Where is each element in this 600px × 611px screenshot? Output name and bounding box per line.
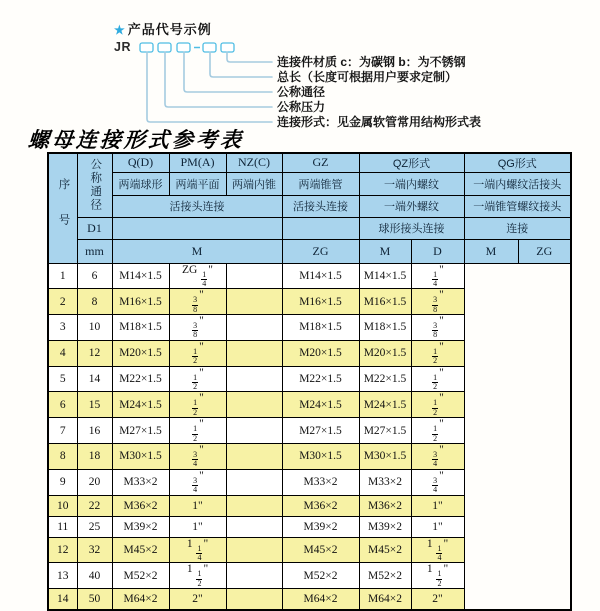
cell-qg-m: M18×1.5: [359, 315, 411, 341]
table-row: [48, 495, 571, 516]
code-label-length: 总长（长度可根据用户要求定制）: [277, 70, 458, 84]
cell-joint-m: M30×1.5: [112, 443, 169, 469]
header-qg-connection: 连接: [464, 217, 571, 239]
cell-qg-zg: 1": [411, 516, 464, 537]
diagram-heading-text: 产品代号示例: [127, 22, 212, 37]
header-qz-desc1: 一端内螺纹: [359, 172, 464, 195]
cell-qg-zg: 1": [411, 495, 464, 516]
diagram-heading: [114, 19, 212, 38]
cell-seq: 13: [48, 563, 77, 589]
cell-qz-d: M24×1.5: [282, 392, 359, 418]
fraction: $\frac{3}{4}$: [433, 475, 438, 495]
cell-qz-d: M64×2: [282, 589, 359, 610]
cell-joint-m: M45×2: [112, 537, 169, 563]
cell-seq: 14: [48, 589, 77, 610]
cell-qg-zg: $\frac{3}{4}$ ": [411, 443, 464, 469]
cell-qz-d: M16×1.5: [282, 289, 359, 315]
cell-gz-zg: $\frac{1}{2}$ ": [169, 392, 226, 418]
cell-qg-zg: 2": [411, 589, 464, 610]
cell-dn-mm: 18: [77, 443, 112, 469]
cell-qg-zg: $\frac{3}{8}$ ": [411, 315, 464, 341]
cell-seq: 11: [48, 516, 77, 537]
header-col-qg: QG形式: [464, 153, 571, 172]
cell-seq: 3: [48, 315, 77, 341]
cell-qg-m: M16×1.5: [359, 289, 411, 315]
cell-qg-zg: $\frac{1}{4}$ ": [411, 263, 464, 289]
cell-dn-mm: 32: [77, 537, 112, 563]
connector-line-material: [227, 52, 272, 62]
cell-qz-d: M45×2: [282, 537, 359, 563]
cell-seq: 4: [48, 340, 77, 366]
cell-gz-zg: ZG $\frac{1}{4}$ ": [169, 263, 226, 289]
cell-joint-m: M27×1.5: [112, 418, 169, 444]
code-box-3: [177, 43, 190, 52]
code-box-2: [158, 43, 171, 52]
code-box-5: [221, 43, 234, 52]
cell-joint-m: M18×1.5: [112, 315, 169, 341]
table-body: [48, 263, 571, 610]
header-row-2: [48, 172, 571, 195]
fraction: $\frac{1}{4}$: [202, 269, 207, 288]
fraction: $\frac{1}{2}$: [197, 569, 202, 588]
header-row-5: [48, 239, 571, 263]
table-row: [48, 516, 571, 537]
cell-joint-m: M33×2: [112, 469, 169, 495]
table-row: [48, 289, 571, 315]
fraction: $\frac{1}{2}$: [433, 372, 438, 392]
cell-dn-mm: 14: [77, 366, 112, 392]
header-gz-connection: 活接头连接: [282, 195, 359, 217]
cell-seq: 8: [48, 443, 77, 469]
fraction: $\frac{1}{2}$: [193, 398, 198, 417]
fraction: $\frac{1}{2}$: [433, 346, 438, 366]
fraction: $\frac{1}{2}$: [193, 346, 198, 366]
cell-qg-zg: $\frac{3}{4}$ ": [411, 469, 464, 495]
header-qg-desc1: 一端内螺纹活接头: [464, 172, 571, 195]
cell-gz-zg: 2": [169, 589, 226, 610]
cell-qz-d: M33×2: [282, 469, 359, 495]
cell-qz-m: [226, 537, 282, 563]
table-row: [48, 392, 571, 418]
cell-qz-m: [226, 469, 282, 495]
code-box-4: [203, 43, 216, 52]
cell-joint-m: M39×2: [112, 516, 169, 537]
cell-seq: 9: [48, 469, 77, 495]
cell-seq: 2: [48, 289, 77, 315]
header-qg-zg: ZG: [518, 239, 571, 263]
cell-gz-zg: $\frac{1}{2}$ ": [169, 366, 226, 392]
cell-qg-m: M14×1.5: [359, 263, 411, 289]
cell-gz-zg: $\frac{3}{4}$ ": [169, 443, 226, 469]
table-row: [48, 589, 571, 610]
cell-qg-zg: $\frac{1}{2}$ ": [411, 418, 464, 444]
cell-gz-zg: 1 $\frac{1}{4}$ ": [169, 537, 226, 563]
cell-seq: 7: [48, 418, 77, 444]
table-header: [48, 153, 571, 263]
cell-qg-m: M33×2: [359, 469, 411, 495]
fraction: $\frac{1}{2}$: [433, 398, 438, 417]
cell-dn-mm: 15: [77, 392, 112, 418]
fraction: $\frac{1}{2}$: [437, 569, 442, 588]
cell-qz-m: [226, 366, 282, 392]
cell-dn-mm: 25: [77, 516, 112, 537]
cell-qg-m: M36×2: [359, 495, 411, 516]
code-box-1: [140, 43, 153, 52]
cell-gz-zg: $\frac{3}{8}$ ": [169, 289, 226, 315]
table-row: [48, 469, 571, 495]
cell-dn-mm: 40: [77, 563, 112, 589]
cell-joint-m: M14×1.5: [112, 263, 169, 289]
cell-qg-zg: 1 $\frac{1}{2}$ ": [411, 563, 464, 589]
cell-qz-m: [226, 589, 282, 610]
table-row: [48, 537, 571, 563]
cell-qz-m: [226, 516, 282, 537]
cell-seq: 1: [48, 263, 77, 289]
fraction: $\frac{1}{4}$: [433, 269, 438, 288]
header-col-nz: NZ(C): [226, 153, 282, 172]
cell-dn-mm: 6: [77, 263, 112, 289]
cell-gz-zg: $\frac{3}{8}$ ": [169, 315, 226, 341]
cell-qg-m: M30×1.5: [359, 443, 411, 469]
cell-seq: 6: [48, 392, 77, 418]
fraction: $\frac{3}{8}$: [433, 295, 438, 314]
fraction: $\frac{1}{2}$: [193, 424, 198, 443]
cell-qg-zg: $\frac{3}{8}$ ": [411, 289, 464, 315]
header-seq: 序号: [48, 153, 77, 263]
fraction: $\frac{3}{4}$: [433, 449, 438, 469]
cell-qz-d: M36×2: [282, 495, 359, 516]
code-label-diameter: 公称通径: [277, 85, 326, 99]
product-code-diagram: [0, 0, 600, 135]
connector-line-diameter: [184, 52, 272, 92]
star-icon: ★: [114, 23, 126, 37]
header-qz-m: M: [359, 239, 411, 263]
header-qz-d: D: [411, 239, 464, 263]
header-d1: D1: [77, 217, 112, 239]
cell-gz-zg: $\frac{1}{2}$ ": [169, 340, 226, 366]
header-joint-connection: 活接头连接: [112, 195, 282, 217]
cell-gz-zg: 1": [169, 516, 226, 537]
cell-qz-m: [226, 340, 282, 366]
fraction: $\frac{1}{4}$: [197, 543, 202, 562]
cell-gz-zg: $\frac{1}{2}$ ": [169, 418, 226, 444]
header-m: M: [112, 239, 282, 263]
cell-qg-m: M64×2: [359, 589, 411, 610]
table-row: [48, 418, 571, 444]
table-row: [48, 263, 571, 289]
connector-line-length: [210, 52, 272, 77]
code-label-pressure: 公称压力: [277, 100, 326, 114]
cell-seq: 10: [48, 495, 77, 516]
cell-joint-m: M52×2: [112, 563, 169, 589]
header-row-3: [48, 195, 571, 217]
cell-qz-d: M52×2: [282, 563, 359, 589]
fraction: $\frac{1}{4}$: [437, 543, 442, 562]
header-nominal-diameter: 公称通径: [77, 153, 112, 217]
cell-qz-d: M14×1.5: [282, 263, 359, 289]
connector-line-pressure: [165, 52, 272, 107]
cell-gz-zg: 1": [169, 495, 226, 516]
cell-joint-m: M64×2: [112, 589, 169, 610]
header-col-gz: GZ: [282, 153, 359, 172]
cell-qg-m: M27×1.5: [359, 418, 411, 444]
fraction: $\frac{3}{4}$: [193, 449, 198, 469]
cell-seq: 5: [48, 366, 77, 392]
cell-qg-zg: $\frac{1}{2}$ ": [411, 366, 464, 392]
header-row-4: [48, 217, 571, 239]
cell-joint-m: M20×1.5: [112, 340, 169, 366]
header-gz-desc: 两端锥管: [282, 172, 359, 195]
cell-qz-d: M22×1.5: [282, 366, 359, 392]
cell-dn-mm: 10: [77, 315, 112, 341]
table-row: [48, 443, 571, 469]
header-qz-desc2: 一端外螺纹: [359, 195, 464, 217]
header-qz-connection: 球形接头连接: [359, 217, 464, 239]
header-col-qz: QZ形式: [359, 153, 464, 172]
cell-dn-mm: 16: [77, 418, 112, 444]
cell-seq: 12: [48, 537, 77, 563]
header-nz-desc: 两端内锥: [226, 172, 282, 195]
fraction: $\frac{3}{8}$: [193, 321, 198, 340]
header-qg-desc2: 一端锥管螺纹接头: [464, 195, 571, 217]
cell-qz-m: [226, 392, 282, 418]
cell-gz-zg: $\frac{3}{4}$ ": [169, 469, 226, 495]
cell-qg-m: M39×2: [359, 516, 411, 537]
table-row: [48, 340, 571, 366]
cell-qz-d: M30×1.5: [282, 443, 359, 469]
fraction: $\frac{3}{8}$: [433, 321, 438, 340]
fraction: $\frac{3}{8}$: [193, 295, 198, 314]
cell-qz-m: [226, 263, 282, 289]
cell-dn-mm: 20: [77, 469, 112, 495]
cell-qz-m: [226, 443, 282, 469]
product-code-prefix: JR: [114, 40, 131, 54]
cell-joint-m: M36×2: [112, 495, 169, 516]
cell-dn-mm: 50: [77, 589, 112, 610]
header-empty-left: [112, 217, 282, 239]
header-pm-desc: 两端平面: [169, 172, 226, 195]
cell-qg-m: M45×2: [359, 537, 411, 563]
cell-dn-mm: 12: [77, 340, 112, 366]
table-title: 螺母连接形式参考表: [27, 128, 245, 152]
cell-joint-m: M16×1.5: [112, 289, 169, 315]
header-q-desc: 两端球形: [112, 172, 169, 195]
cell-joint-m: M22×1.5: [112, 366, 169, 392]
cell-qg-zg: 1 $\frac{1}{4}$ ": [411, 537, 464, 563]
table-row: [48, 366, 571, 392]
header-col-q: Q(D): [112, 153, 169, 172]
header-zg: ZG: [282, 239, 359, 263]
cell-gz-zg: 1 $\frac{1}{2}$ ": [169, 563, 226, 589]
cell-joint-m: M24×1.5: [112, 392, 169, 418]
fraction: $\frac{1}{2}$: [193, 372, 198, 392]
cell-qz-m: [226, 495, 282, 516]
header-col-pm: PM(A): [169, 153, 226, 172]
cell-qg-m: M20×1.5: [359, 340, 411, 366]
table-row: [48, 315, 571, 341]
cell-qg-zg: $\frac{1}{2}$ ": [411, 392, 464, 418]
cell-qz-m: [226, 289, 282, 315]
header-qg-m: M: [464, 239, 518, 263]
cell-qz-d: M20×1.5: [282, 340, 359, 366]
code-label-material: 连接件材质 c：为碳钢 b：为不锈钢: [277, 55, 466, 69]
fraction: $\frac{3}{4}$: [193, 475, 198, 495]
cell-qg-m: M52×2: [359, 563, 411, 589]
cell-qg-zg: $\frac{1}{2}$ ": [411, 340, 464, 366]
cell-dn-mm: 8: [77, 289, 112, 315]
header-empty-gz: [282, 217, 359, 239]
cell-qg-m: M22×1.5: [359, 366, 411, 392]
code-label-form: 连接形式：见金属软管常用结构形式表: [277, 115, 482, 129]
cell-qz-d: M27×1.5: [282, 418, 359, 444]
header-row-1: [48, 153, 571, 172]
cell-qz-m: [226, 418, 282, 444]
nut-connection-reference-table: [47, 152, 572, 611]
cell-qz-d: M39×2: [282, 516, 359, 537]
header-mm: mm: [77, 239, 112, 263]
fraction: $\frac{1}{2}$: [433, 424, 438, 443]
cell-qz-m: [226, 315, 282, 341]
cell-dn-mm: 22: [77, 495, 112, 516]
cell-qg-m: M24×1.5: [359, 392, 411, 418]
cell-qz-d: M18×1.5: [282, 315, 359, 341]
